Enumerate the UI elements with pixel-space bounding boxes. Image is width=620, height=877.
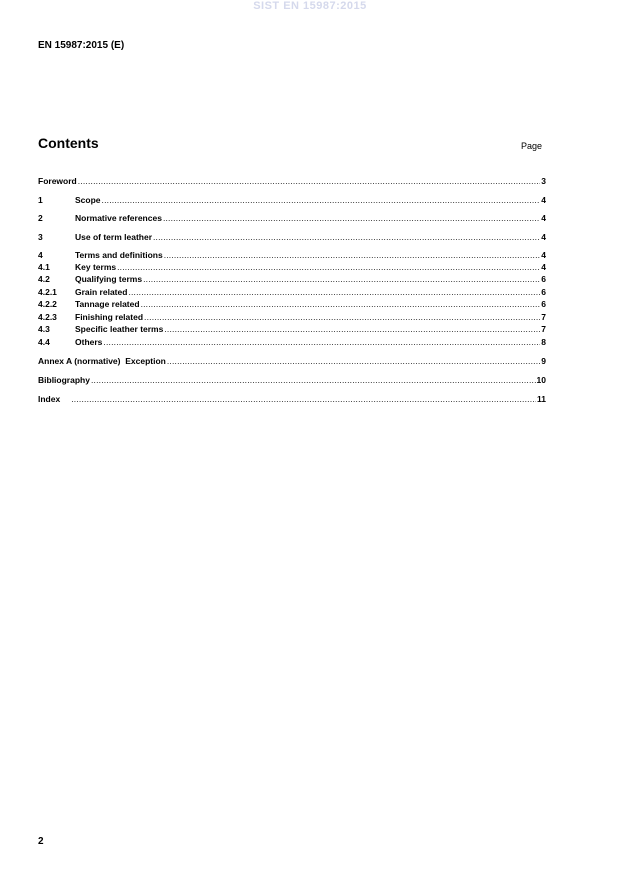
toc-dot-leader <box>143 274 540 285</box>
toc-entry-finishing-related[interactable] <box>38 312 546 323</box>
toc-entry-number: 4.4 <box>38 337 50 347</box>
toc-entry-page: 7 <box>541 324 546 334</box>
toc-entry-page: 9 <box>541 356 546 366</box>
toc-dot-leader <box>103 337 540 348</box>
toc-entry-title: Annex A (normative) Exception <box>38 356 166 366</box>
toc-entry-page: 6 <box>541 287 546 297</box>
toc-entry-title: Use of term leather <box>75 232 152 242</box>
toc-entry-title: Scope <box>75 195 101 205</box>
toc-entry-page: 4 <box>541 213 546 223</box>
toc-entry-others[interactable] <box>38 337 546 348</box>
toc-entry-page: 4 <box>541 250 546 260</box>
toc-dot-leader <box>78 176 541 187</box>
toc-entry-title: Others <box>75 337 103 347</box>
toc-entry-title: Normative references <box>75 213 162 223</box>
toc-entry-title: Terms and definitions <box>75 250 163 260</box>
document-id: EN 15987:2015 (E) <box>38 40 125 51</box>
toc-entry-tannage-related[interactable] <box>38 299 546 310</box>
toc-entry-number: 1 <box>38 195 43 205</box>
toc-entry-foreword[interactable] <box>38 176 546 187</box>
toc-entry-number: 4.2.3 <box>38 312 57 322</box>
toc-entry-terms-and-definitions[interactable] <box>38 250 546 261</box>
toc-entry-title: Tannage related <box>75 299 140 309</box>
toc-entry-page: 4 <box>541 232 546 242</box>
toc-entry-annex-a[interactable] <box>38 356 546 367</box>
toc-entry-use-of-term-leather[interactable] <box>38 232 546 243</box>
toc-entry-page: 4 <box>541 262 546 272</box>
toc-entry-grain-related[interactable] <box>38 287 546 298</box>
toc-entry-page: 6 <box>541 299 546 309</box>
toc-entry-title: Index <box>38 394 61 404</box>
toc-entry-title: Foreword <box>38 176 77 186</box>
toc-entry-title: Grain related <box>75 287 128 297</box>
contents-title: Contents <box>38 135 99 151</box>
toc-entry-page: 6 <box>541 274 546 284</box>
toc-dot-leader <box>128 287 540 298</box>
toc-entry-number: 4.2.1 <box>38 287 57 297</box>
watermark: SIST EN 15987:2015 <box>253 0 367 12</box>
toc-entry-key-terms[interactable] <box>38 262 546 273</box>
toc-entry-number: 2 <box>38 213 43 223</box>
toc-entry-title: Specific leather terms <box>75 324 164 334</box>
toc-entry-normative-references[interactable] <box>38 213 546 224</box>
toc-entry-page: 3 <box>541 176 546 186</box>
page-number: 2 <box>38 836 44 847</box>
toc-dot-leader <box>164 250 541 261</box>
toc-entry-number: 4.2 <box>38 274 50 284</box>
toc-entry-number: 4.2.2 <box>38 299 57 309</box>
toc-entry-title: Key terms <box>75 262 117 272</box>
page-column-label: Page <box>521 141 543 151</box>
toc-dot-leader <box>117 262 540 273</box>
toc-entry-scope[interactable] <box>38 195 546 206</box>
toc-entry-number: 4 <box>38 250 43 260</box>
toc-dot-leader <box>141 299 541 310</box>
toc-dot-leader <box>102 195 541 206</box>
toc-entry-number: 4.1 <box>38 262 50 272</box>
toc-entry-specific-leather-terms[interactable] <box>38 324 546 335</box>
toc-entry-index[interactable] <box>38 394 546 405</box>
toc-entry-number: 4.3 <box>38 324 50 334</box>
toc-dot-leader <box>164 324 540 335</box>
toc-dot-leader <box>153 232 540 243</box>
toc-dot-leader <box>71 394 536 405</box>
toc-entry-qualifying-terms[interactable] <box>38 274 546 285</box>
toc-entry-title: Finishing related <box>75 312 144 322</box>
toc-entry-title: Bibliography <box>38 375 90 385</box>
toc-entry-page: 7 <box>541 312 546 322</box>
toc-dot-leader <box>144 312 540 323</box>
toc-entry-page: 10 <box>536 375 546 385</box>
toc-dot-leader <box>167 356 540 367</box>
toc-entry-page: 8 <box>541 337 546 347</box>
toc-entry-number: 3 <box>38 232 43 242</box>
toc-entry-title: Qualifying terms <box>75 274 143 284</box>
toc-entry-page: 4 <box>541 195 546 205</box>
toc-dot-leader <box>91 375 536 386</box>
toc-dot-leader <box>163 213 540 224</box>
toc-entry-page: 11 <box>537 394 546 404</box>
toc-entry-bibliography[interactable] <box>38 375 546 386</box>
